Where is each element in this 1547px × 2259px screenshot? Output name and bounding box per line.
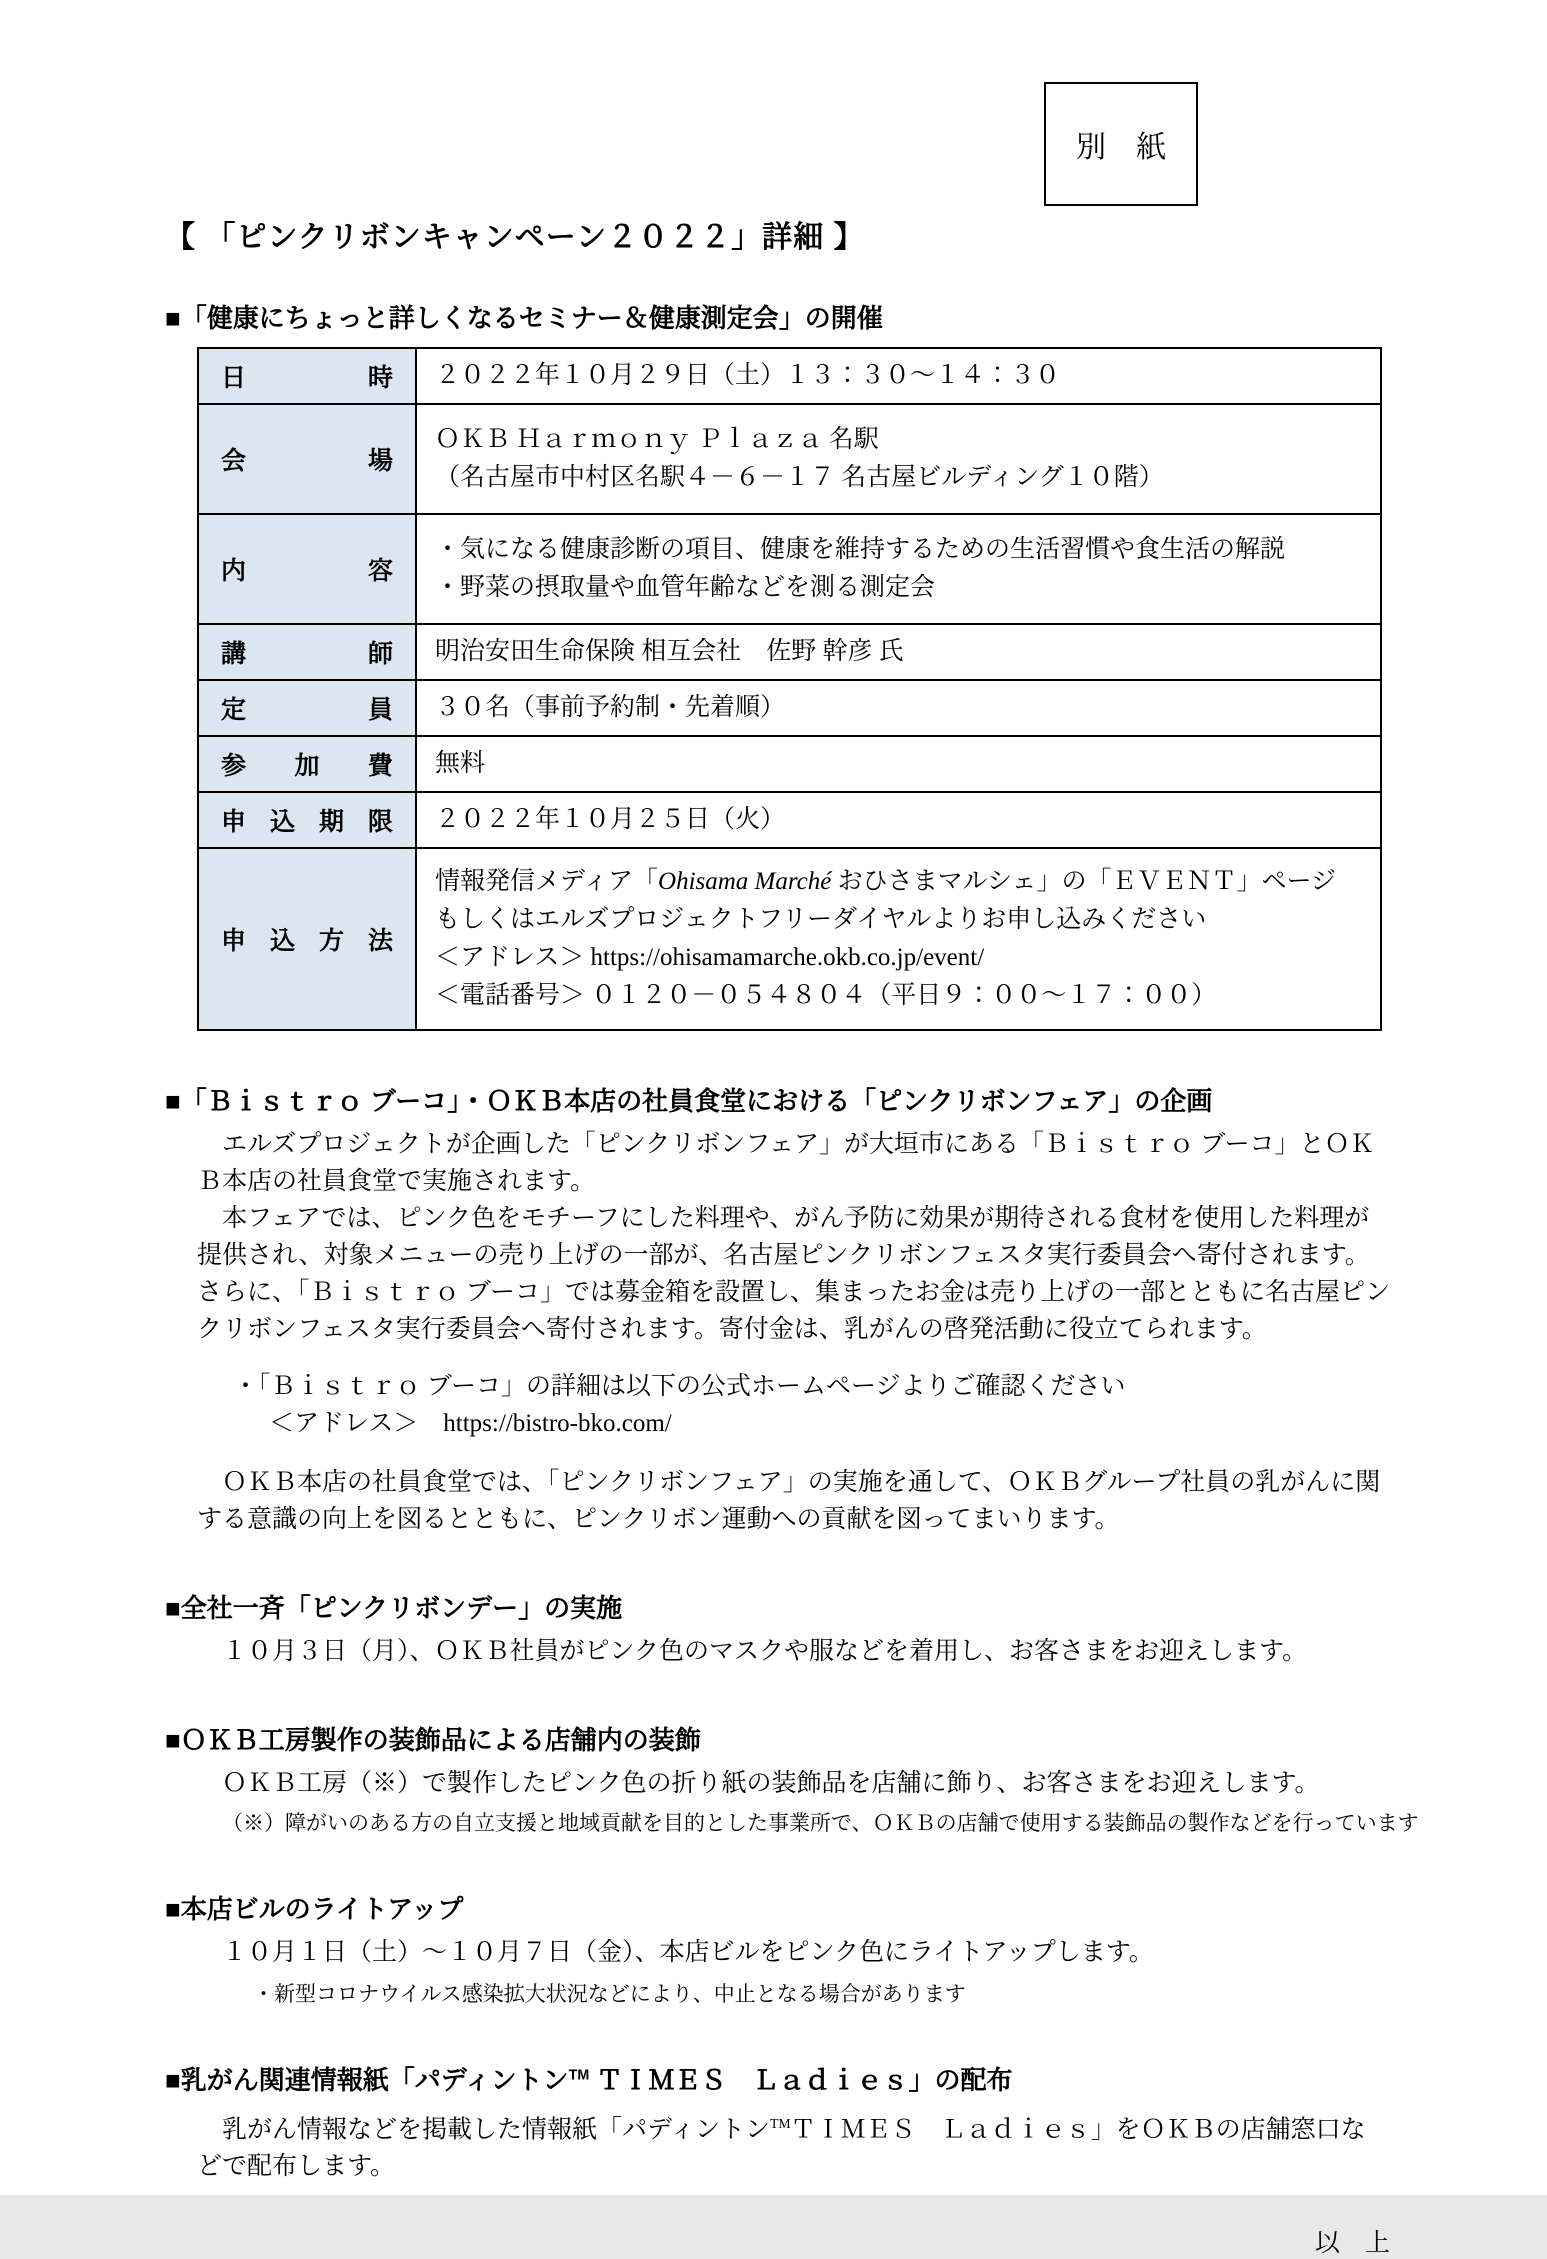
row-label-application: 申込方法 bbox=[198, 848, 416, 1030]
trademark-symbol: TM bbox=[568, 2067, 590, 2084]
table-row-datetime bbox=[198, 348, 1381, 404]
row-label-datetime: 日 時 bbox=[198, 348, 416, 404]
contents-line2: ・野菜の摂取量や血管年齢などを測る測定会 bbox=[435, 574, 936, 601]
row-value-lecturer: 明治安田生命保険 相互会社 佐野 幹彦 氏 bbox=[416, 624, 1381, 680]
row-label-lecturer: 講 師 bbox=[198, 624, 416, 680]
table-row-venue bbox=[198, 404, 1381, 514]
row-value-venue bbox=[416, 404, 1381, 514]
row-value-deadline: ２０２２年１０月２５日（火） bbox=[416, 792, 1381, 848]
closing-label: 以 上 bbox=[1314, 2230, 1390, 2258]
times-paragraph-prefix: 乳がん情報などを掲載した情報紙「パディントン bbox=[197, 2116, 771, 2144]
row-value-capacity: ３０名（事前予約制・先着順） bbox=[416, 680, 1381, 736]
section-heading-lightup: ■本店ビルのライトアップ bbox=[165, 1894, 464, 1924]
bistro-paragraph-3: ＯＫＢ本店の社員食堂では、「ピンクリボンフェア」の実施を通して、ＯＫＢグループ社員の乳がんに関する意識の向上を図るとともに、ピンクリボン運動への貢献を図ってまいります。 bbox=[197, 1469, 1381, 1533]
times-paragraph-suffix: ＴＩＭＥＳ Ｌａｄｉｅｓ」をＯＫＢの店舗窓口などで配布します。 bbox=[197, 2116, 1366, 2181]
page-title: 【 「ピンクリボンキャンペーン２０２２」詳細 】 bbox=[165, 221, 865, 254]
attachment-label-box bbox=[1044, 82, 1198, 206]
row-label-capacity: 定 員 bbox=[198, 680, 416, 736]
section-heading-seminar: ■「健康にちょっと詳しくなるセミナー＆健康測定会」の開催 bbox=[165, 303, 883, 333]
times-heading-prefix: ■乳がん関連情報紙「パディントン bbox=[165, 2065, 569, 2095]
row-label-fee: 参 加 費 bbox=[198, 736, 416, 792]
table-row-capacity bbox=[198, 680, 1381, 736]
table-row-application bbox=[198, 848, 1381, 1030]
section-heading-pinkribbon-day: ■全社一斉「ピンクリボンデー」の実施 bbox=[165, 1593, 623, 1623]
lightup-paragraph: １０月１日（土）～１０月７日（金）、本店ビルをピンク色にライトアップします。 bbox=[197, 1939, 1154, 1966]
venue-line1: ＯＫＢ Ｈａｒｍｏｎｙ Ｐｌａｚａ 名駅 bbox=[435, 426, 879, 453]
application-phone: ＜電話番号＞ ０１２０－０５４８０４（平日９：００～１７：００） bbox=[435, 982, 1217, 1009]
row-label-deadline: 申込期限 bbox=[198, 792, 416, 848]
application-line1-suffix: おひさまマルシェ」の「ＥＶＥＮＴ」ページ bbox=[831, 868, 1337, 895]
times-paragraph bbox=[197, 2105, 1390, 2185]
application-url: ＜アドレス＞ https://ohisamamarche.okb.co.jp/event/ bbox=[435, 944, 985, 971]
row-value-application bbox=[416, 848, 1381, 1030]
bistro-paragraph-2: 本フェアでは、ピンク色をモチーフにした料理や、がん予防に効果が期待される食材を使用した料理が提供され、対象メニューの売り上げの一部が、名古屋ピンクリボンフェスタ実行委員会へ寄付されます。さらに、「Ｂｉｓｔｒｏ ブーコ」では募金箱を設置し、集まったお金は売り上げの一部とともに名古屋ピンクリボンフェスタ実行委員会へ寄付されます。寄付金は、乳がんの啓発活動に役立てられます。 bbox=[197, 1205, 1391, 1343]
kobo-paragraph: ＯＫＢ工房（※）で製作したピンク色の折り紙の装飾品を店舗に飾り、お客さまをお迎えします。 bbox=[197, 1770, 1320, 1797]
venue-line2: （名古屋市中村区名駅４－６－１７ 名古屋ビルディング１０階） bbox=[435, 464, 1164, 491]
bistro-paragraph-1: エルズプロジェクトが企画した「ピンクリボンフェア」が大垣市にある「Ｂｉｓｔｒｏ ブーコ」とＯＫＢ本店の社員食堂で実施されます。 bbox=[197, 1131, 1375, 1195]
attachment-label: 別 紙 bbox=[1076, 131, 1166, 164]
bistro-url: ＜アドレス＞ https://bistro-bko.com/ bbox=[269, 1410, 672, 1437]
table-row-deadline bbox=[198, 792, 1381, 848]
table-row-contents bbox=[198, 514, 1381, 624]
application-line2: もしくはエルズプロジェクトフリーダイヤルよりお申し込みください bbox=[435, 906, 1207, 933]
row-value-contents bbox=[416, 514, 1381, 624]
pinkribbon-day-paragraph: １０月３日（月）、ＯＫＢ社員がピンク色のマスクや服などを着用し、お客さまをお迎えします。 bbox=[197, 1638, 1308, 1665]
application-line1-prefix: 情報発信メディア「 bbox=[435, 868, 659, 895]
contents-line1: ・気になる健康診断の項目、健康を維持するための生活習慣や食生活の解説 bbox=[435, 536, 1286, 563]
bistro-bullet: ・「Ｂｉｓｔｒｏ ブーコ」の詳細は以下の公式ホームページよりご確認ください bbox=[233, 1373, 1126, 1400]
lightup-footnote: ・新型コロナウイルス感染拡大状況などにより、中止となる場合があります bbox=[253, 1982, 966, 2006]
table-row-lecturer bbox=[198, 624, 1381, 680]
section-heading-times-ladies bbox=[165, 2060, 1390, 2097]
brand-ohisama-marche: Ohisama Marché bbox=[658, 868, 832, 895]
application-line1 bbox=[435, 863, 1362, 901]
times-heading-suffix: ＴＩＭＥＳ Ｌａｄｉｅｓ」の配布 bbox=[589, 2065, 1013, 2095]
seminar-table bbox=[197, 347, 1382, 1031]
table-row-fee bbox=[198, 736, 1381, 792]
row-label-venue: 会 場 bbox=[198, 404, 416, 514]
trademark-symbol: TM bbox=[770, 2116, 791, 2131]
kobo-footnote: （※）障がいのある方の自立支援と地域貢献を目的とした事業所で、ＯＫＢの店舗で使用する装飾品の製作などを行っています bbox=[222, 1811, 1419, 1835]
section-heading-kobo-decoration: ■ＯＫＢ工房製作の装飾品による店舗内の装飾 bbox=[165, 1725, 701, 1755]
row-label-contents: 内 容 bbox=[198, 514, 416, 624]
row-value-fee: 無料 bbox=[416, 736, 1381, 792]
section-heading-bistro-fair: ■「Ｂｉｓｔｒｏ ブーコ」・ＯＫＢ本店の社員食堂における「ピンクリボンフェア」の企画 bbox=[165, 1086, 1213, 1116]
row-value-datetime: ２０２２年１０月２９日（土）１３：３０～１４：３０ bbox=[416, 348, 1381, 404]
